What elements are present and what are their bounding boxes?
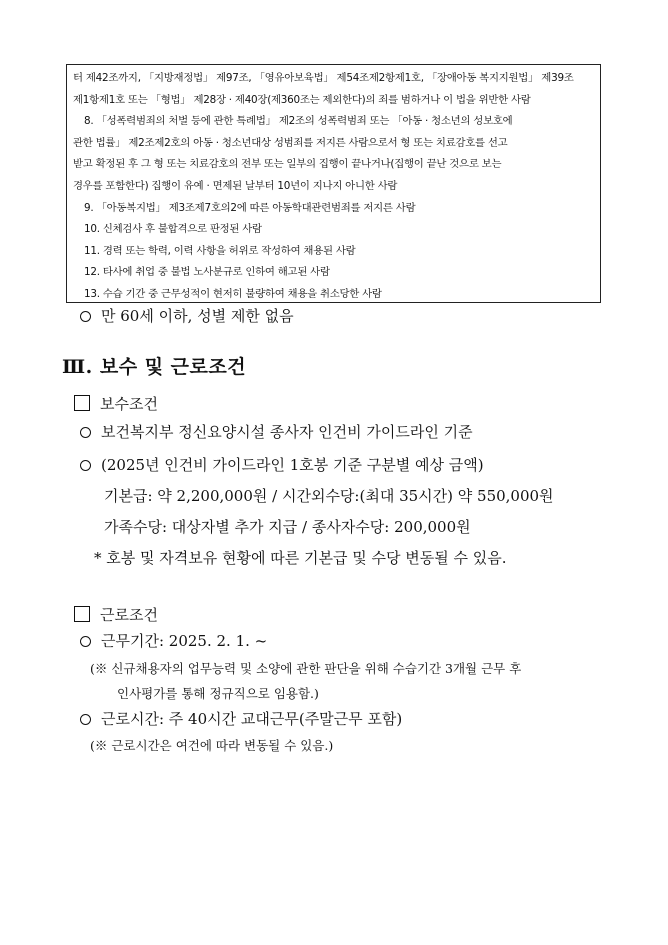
work-period-note: 인사평가를 통해 정규직으로 임용함.) xyxy=(117,686,319,701)
box-line: 13. 수습 기간 중 근무성적이 현저히 불량하여 채용을 취소당한 사람 xyxy=(84,287,382,300)
box-line: 11. 경력 또는 학력, 이력 사항을 허위로 작성하여 채용된 사람 xyxy=(84,244,356,257)
box-line: 12. 타사에 취업 중 불법 노사분규로 인하여 해고된 사람 xyxy=(84,266,330,279)
box-line: 9. 「아동복지법」 제3조제7호의2에 따른 아동학대관련범죄를 저지른 사람 xyxy=(84,201,416,214)
work-hours: 근로시간: 주 40시간 교대근무(주말근무 포함) xyxy=(101,710,403,728)
pay-heading: 보수조건 xyxy=(100,395,158,413)
work-period-note: (※ 신규채용자의 업무능력 및 소양에 관한 판단을 위해 수습기간 3개월 근무 후 xyxy=(90,661,522,676)
pay-detail: 가족수당: 대상자별 추가 지급 / 종사자수당: 200,000원 xyxy=(104,518,471,536)
pay-note: * 호봉 및 자격보유 현황에 따른 기본급 및 수당 변동될 수 있음. xyxy=(94,549,507,567)
age-note: 만 60세 이하, 성별 제한 없음 xyxy=(101,307,294,325)
pay-item xyxy=(80,455,484,475)
pay-item-text: 보건복지부 정신요양시설 종사자 인건비 가이드라인 기준 xyxy=(101,423,473,441)
circle-bullet-icon xyxy=(80,427,91,438)
pay-item xyxy=(80,422,473,442)
box-line: 받고 확정된 후 그 형 또는 치료감호의 전부 또는 일부의 집행이 끝나거나(집행이 끝난 것으로 보는 xyxy=(73,158,502,171)
circle-bullet-icon xyxy=(80,311,91,322)
work-heading-item xyxy=(74,605,158,625)
pay-heading-item xyxy=(74,394,158,414)
checkbox-square-icon xyxy=(74,606,90,622)
work-period: 근무기간: 2025. 2. 1. ~ xyxy=(101,632,268,650)
circle-bullet-icon xyxy=(80,714,91,725)
box-line: 제1항제1호 또는 「형법」 제28장 · 제40장(제360조는 제외한다)의 죄를 범하거나 이 법을 위반한 사람 xyxy=(73,93,531,106)
eligibility-box xyxy=(66,64,601,303)
box-line: 터 제42조까지, 「지방재정법」 제97조, 「영유아보육법」 제54조제2항제1호, 「장애아동 복지지원법」 제39조 xyxy=(73,72,574,84)
work-item xyxy=(80,709,402,729)
work-item xyxy=(80,631,267,651)
circle-bullet-icon xyxy=(80,636,91,647)
circle-bullet-icon xyxy=(80,460,91,471)
pay-detail: 기본급: 약 2,200,000원 / 시간외수당:(최대 35시간) 약 550,000원 xyxy=(104,487,554,505)
pay-item-text: (2025년 인건비 가이드라인 1호봉 기준 구분별 예상 금액) xyxy=(101,456,484,474)
box-line: 관한 법률」 제2조제2호의 아동 · 청소년대상 성범죄를 저지른 사람으로서 형 또는 치료감호를 선고 xyxy=(73,136,508,149)
checkbox-square-icon xyxy=(74,395,90,411)
age-note-item xyxy=(80,306,294,326)
box-line: 8. 「성폭력범죄의 처벌 등에 관한 특례법」 제2조의 성폭력범죄 또는 「아동 · 청소년의 성보호에 xyxy=(84,115,513,128)
work-heading: 근로조건 xyxy=(100,606,158,624)
box-line: 경우를 포함한다) 집행이 유예 · 면제된 날부터 10년이 지나지 아니한 사람 xyxy=(73,179,398,192)
section-title: Ⅲ. 보수 및 근로조건 xyxy=(62,356,247,378)
box-line: 10. 신체검사 후 불합격으로 판정된 사람 xyxy=(84,223,262,236)
work-hours-note: (※ 근로시간은 여건에 따라 변동될 수 있음.) xyxy=(90,738,334,753)
